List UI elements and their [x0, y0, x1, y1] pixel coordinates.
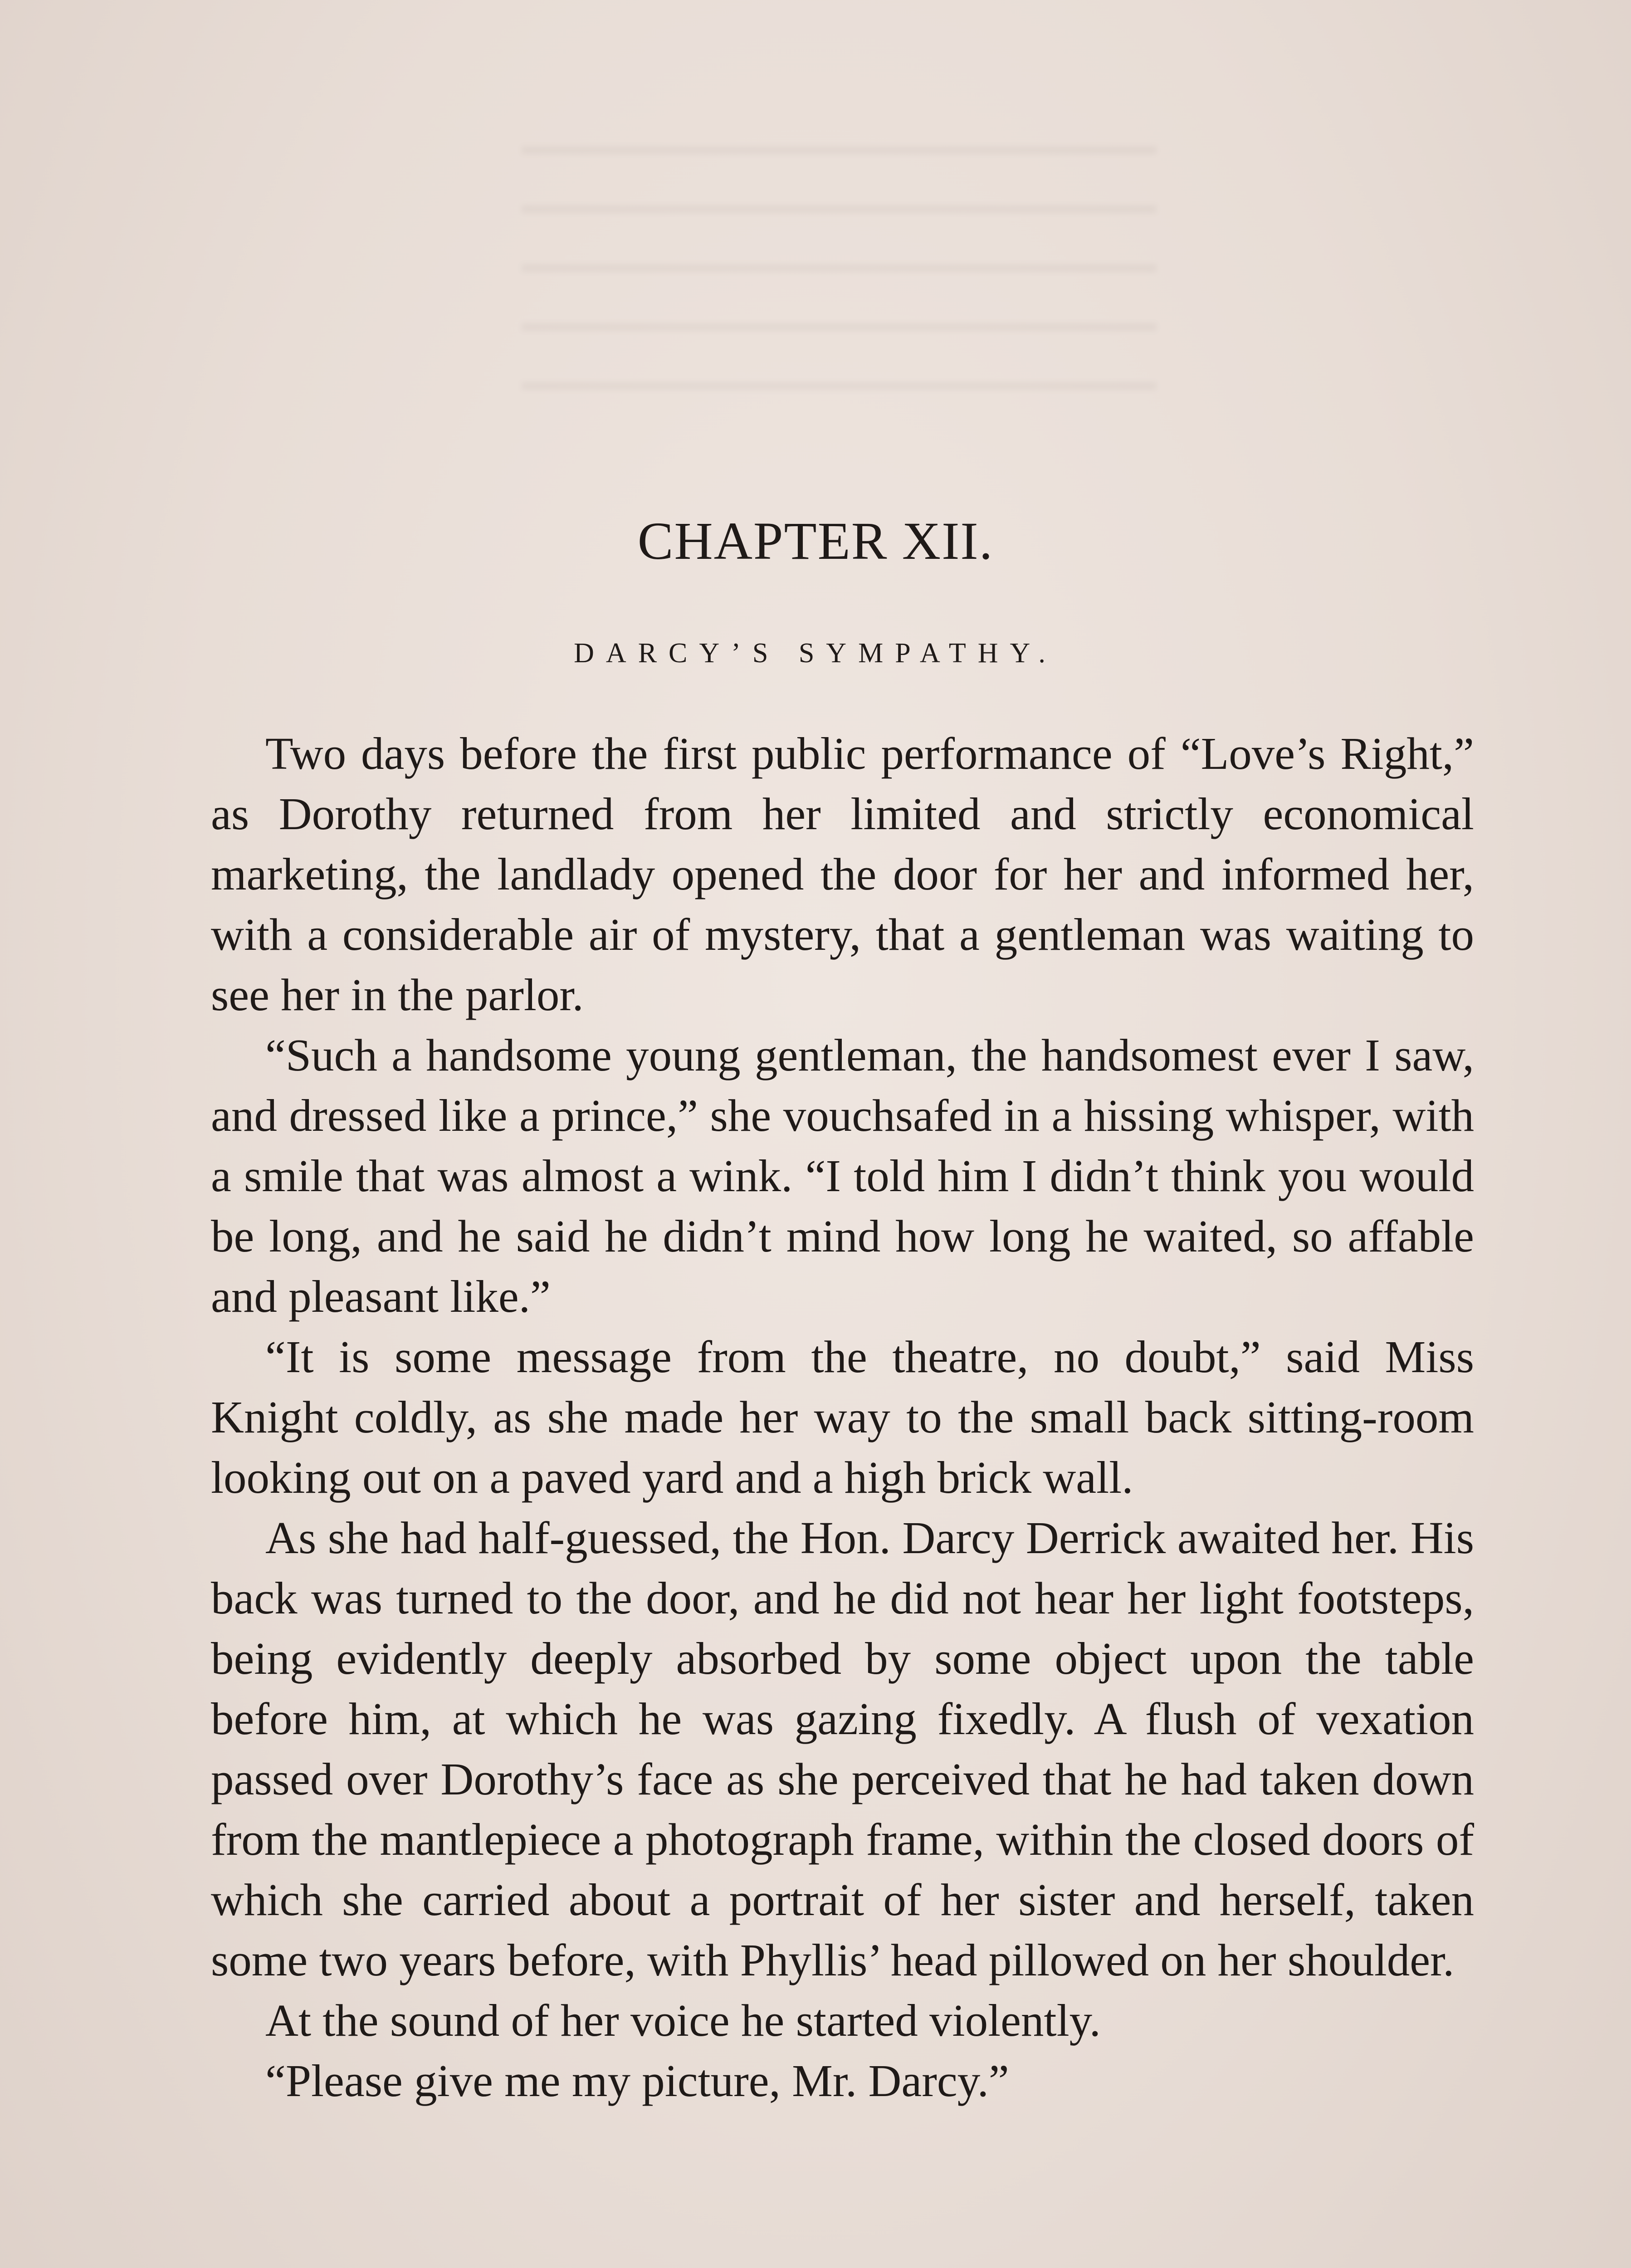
paragraph: Two days before the first public performance of “Love’s Right,” as Dorothy returned from her limited and strictly economical marketing, the landlady opened the door for her and informed her, with a considerable air of mystery, that a gentleman was waiting to see her in the parlor. [211, 728, 1474, 1020]
paragraph: As she had half-guessed, the Hon. Darcy Derrick awaited her. His back was turned to the door, and he did not hear her light footsteps, being evidently deeply absorbed by some object upon the table before him, at which he was gazing fixedly. A flush of vexation passed over Dorothy’s face as she perceived that he had taken down from the mantlepiece a photograph frame, within the closed doors of which she carried about a portrait of her sister and herself, taken some two years before, with Phyllis’ head pillowed on her shoulder. [211, 1512, 1474, 1985]
bleed-through-texture [522, 118, 1157, 390]
paragraph: “It is some message from the theatre, no doubt,” said Miss Knight coldly, as she made her way to the small back sitting-room looking out on a paved yard and a high brick wall. [211, 1331, 1474, 1503]
paragraph: “Such a handsome young gentleman, the handsomest ever I saw, and dressed like a prince,” she vouchsafed in a hissing whisper, with a smile that was almost a wink. “I told him I didn’t think you would be long, and he said he didn’t mind how long he waited, so affable and pleasant like.” [211, 1030, 1474, 1322]
chapter-title: CHAPTER XII. [637, 511, 994, 571]
chapter-body [211, 723, 1474, 2111]
paragraph: “Please give me my picture, Mr. Darcy.” [265, 2055, 1009, 2106]
paragraph: At the sound of her voice he started violently. [265, 1995, 1101, 2046]
chapter-subtitle: DARCY’S SYMPATHY. [574, 638, 1057, 669]
